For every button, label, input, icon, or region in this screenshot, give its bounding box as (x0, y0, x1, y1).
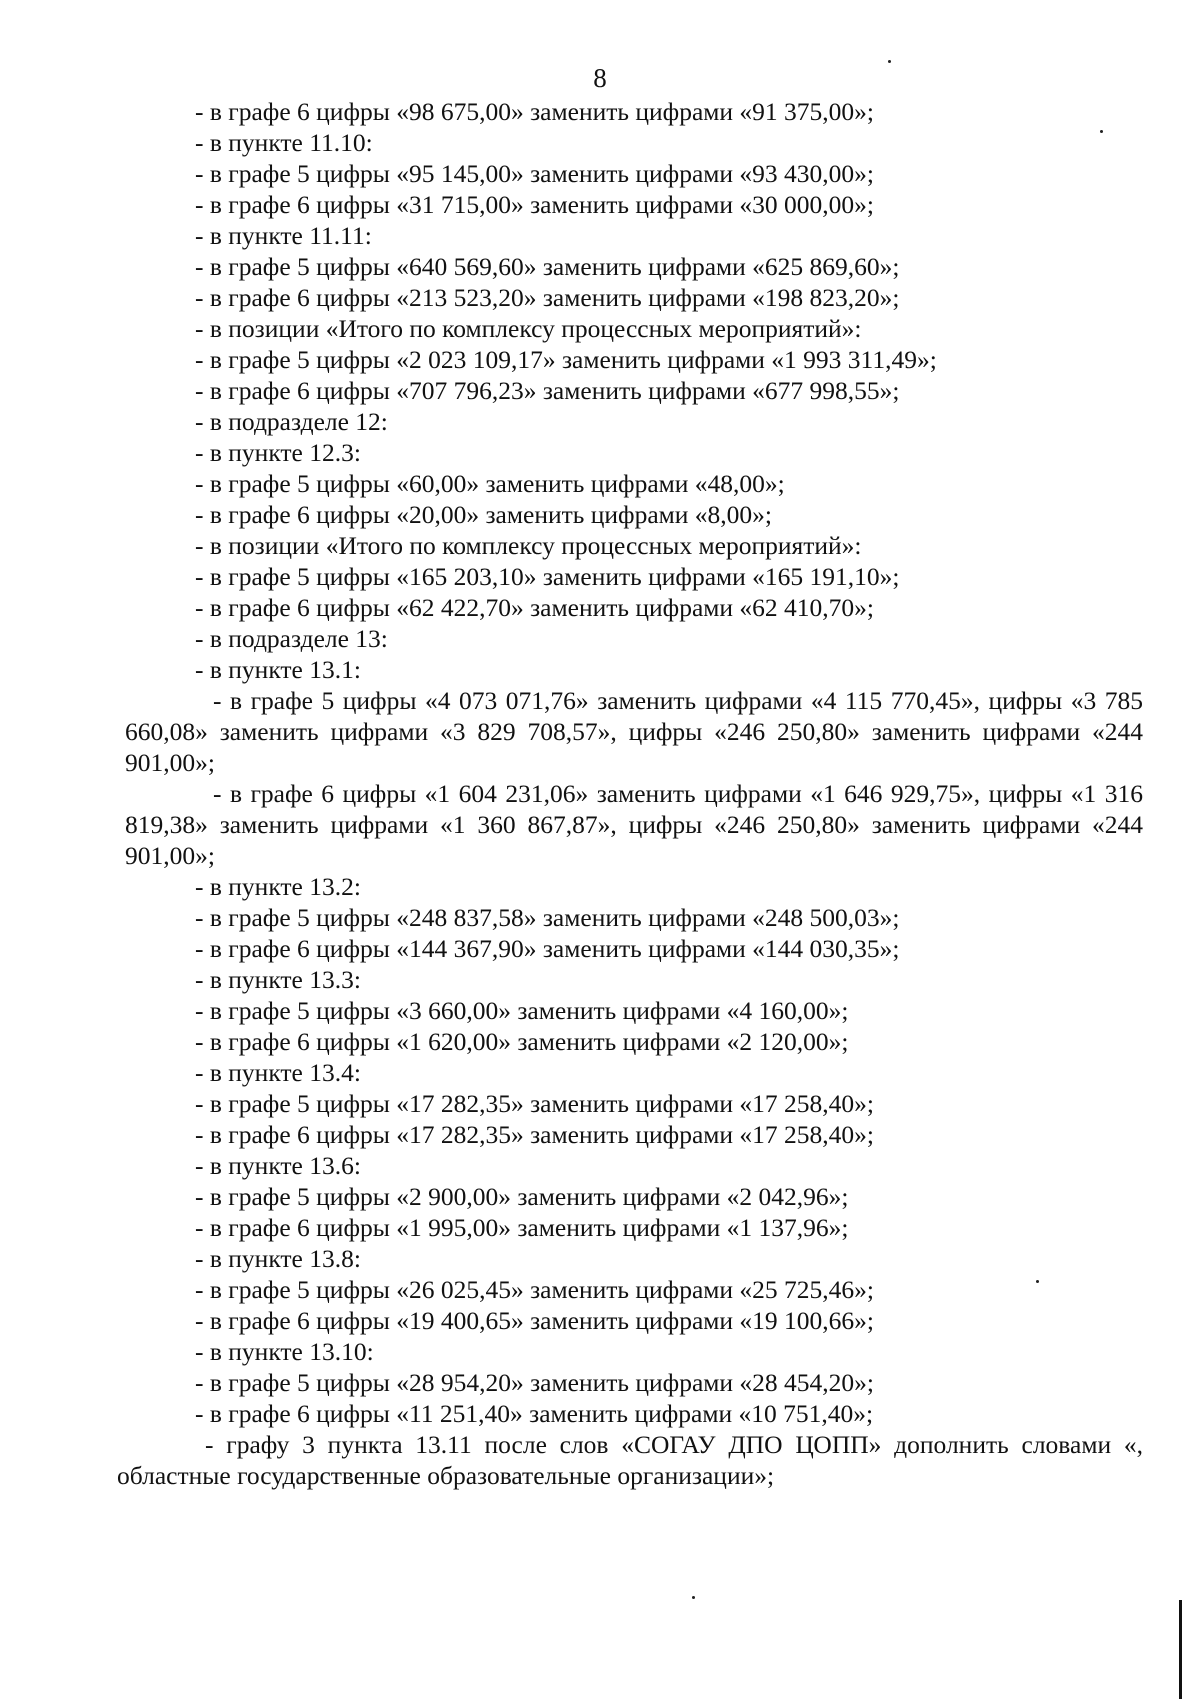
page-number: 8 (593, 63, 607, 93)
amendment-line: - в графе 6 цифры «1 995,00» заменить цифрами «1 137,96»; (195, 1213, 849, 1242)
scan-speck (888, 60, 891, 63)
amendment-line: - в пункте 13.8: (195, 1244, 361, 1273)
amendment-line: - в графе 5 цифры «165 203,10» заменить цифрами «165 191,10»; (195, 562, 900, 591)
amendment-line: - в позиции «Итого по комплексу процессных мероприятий»: (195, 314, 862, 343)
amendment-line: - в графе 6 цифры «98 675,00» заменить цифрами «91 375,00»; (195, 97, 875, 126)
amendment-line: - в графе 6 цифры «144 367,90» заменить цифрами «144 030,35»; (195, 934, 900, 963)
amendment-line: - в графе 5 цифры «2 900,00» заменить цифрами «2 042,96»; (195, 1182, 849, 1211)
amendment-line: - в пункте 13.6: (195, 1151, 361, 1180)
amendment-line: - в пункте 13.1: (195, 655, 361, 684)
scan-speck (1100, 130, 1103, 133)
amendment-line: - в пункте 13.4: (195, 1058, 361, 1087)
amendment-line: - в графе 5 цифры «26 025,45» заменить цифрами «25 725,46»; (195, 1275, 875, 1304)
binding-edge-line (1179, 1600, 1182, 1699)
amendment-paragraph: - в графе 6 цифры «1 604 231,06» заменить цифрами «1 646 929,75», цифры «1 316 819,38» заменить цифрами «1 360 867,87», цифры «246 250,80» заменить цифрами «244 901,00»; (125, 779, 1143, 870)
amendment-line: - в графе 6 цифры «11 251,40» заменить цифрами «10 751,40»; (195, 1399, 874, 1428)
amendment-line: - в пункте 12.3: (195, 438, 361, 467)
amendment-line: - в графе 6 цифры «707 796,23» заменить цифрами «677 998,55»; (195, 376, 900, 405)
amendment-line: - в графе 5 цифры «28 954,20» заменить цифрами «28 454,20»; (195, 1368, 875, 1397)
amendment-line: - в графе 6 цифры «31 715,00» заменить цифрами «30 000,00»; (195, 190, 875, 219)
amendment-line: - в подразделе 13: (195, 624, 388, 653)
amendment-list-bottom (125, 871, 1143, 1429)
amendment-paragraph: - графу 3 пункта 13.11 после слов «СОГАУ ДПО ЦОПП» дополнить словами «, областные государственные образовательные организации»; (117, 1430, 1143, 1490)
amendment-line: - в графе 6 цифры «19 400,65» заменить цифрами «19 100,66»; (195, 1306, 875, 1335)
document-body (117, 96, 1143, 1491)
amendment-line: - в пункте 11.11: (195, 221, 372, 250)
amendment-line: - в графе 6 цифры «1 620,00» заменить цифрами «2 120,00»; (195, 1027, 849, 1056)
amendment-line: - в подразделе 12: (195, 407, 388, 436)
amendment-line: - в графе 5 цифры «95 145,00» заменить цифрами «93 430,00»; (195, 159, 875, 188)
amendment-line: - в пункте 11.10: (195, 128, 373, 157)
amendment-line: - в графе 6 цифры «20,00» заменить цифрами «8,00»; (195, 500, 773, 529)
amendment-paragraph: - в графе 5 цифры «4 073 071,76» заменить цифрами «4 115 770,45», цифры «3 785 660,08» заменить цифрами «3 829 708,57», цифры «246 250,80» заменить цифрами «244 901,00»; (125, 686, 1143, 777)
amendment-line: - в пункте 13.2: (195, 872, 361, 901)
scan-speck (692, 1596, 695, 1599)
amendment-line: - в графе 5 цифры «248 837,58» заменить цифрами «248 500,03»; (195, 903, 900, 932)
amendment-line: - в графе 5 цифры «640 569,60» заменить цифрами «625 869,60»; (195, 252, 900, 281)
amendment-line: - в пункте 13.10: (195, 1337, 374, 1366)
amendment-line: - в графе 6 цифры «213 523,20» заменить цифрами «198 823,20»; (195, 283, 900, 312)
amendment-line: - в графе 5 цифры «17 282,35» заменить цифрами «17 258,40»; (195, 1089, 875, 1118)
amendment-line: - в графе 5 цифры «3 660,00» заменить цифрами «4 160,00»; (195, 996, 849, 1025)
amendment-line: - в пункте 13.3: (195, 965, 361, 994)
scan-speck (1036, 1280, 1039, 1283)
amendment-line: - в графе 6 цифры «17 282,35» заменить цифрами «17 258,40»; (195, 1120, 875, 1149)
amendment-line: - в позиции «Итого по комплексу процессных мероприятий»: (195, 531, 862, 560)
amendment-line: - в графе 5 цифры «60,00» заменить цифрами «48,00»; (195, 469, 785, 498)
amendment-line: - в графе 6 цифры «62 422,70» заменить цифрами «62 410,70»; (195, 593, 875, 622)
amendment-line: - в графе 5 цифры «2 023 109,17» заменить цифрами «1 993 311,49»; (195, 345, 937, 374)
amendment-list-top (125, 96, 1143, 685)
